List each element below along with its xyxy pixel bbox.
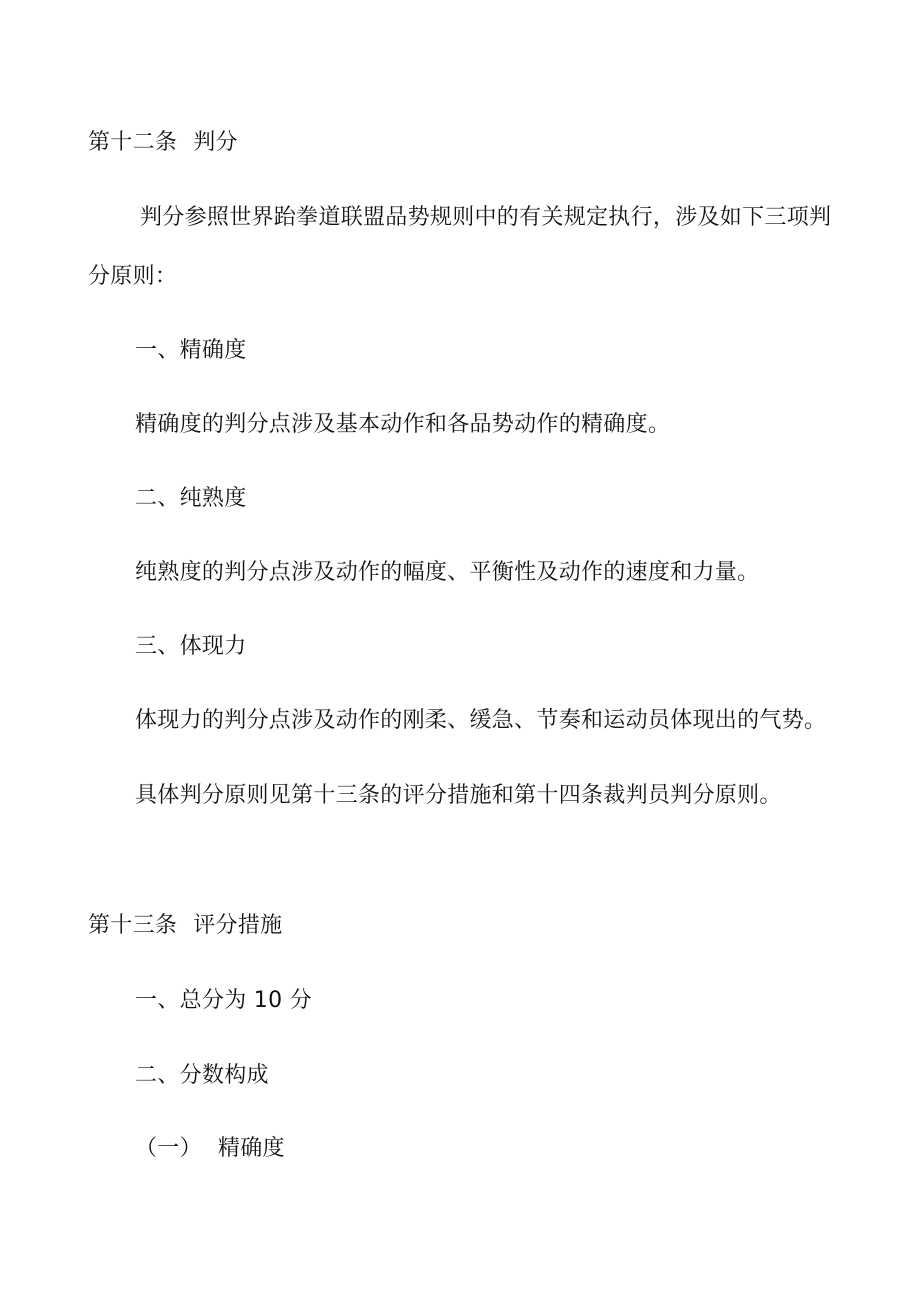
item-1-body: 精确度的判分点涉及基本动作和各品势动作的精确度。 — [135, 412, 671, 437]
article-13-title: 评分措施 — [193, 913, 283, 938]
article-12-heading — [88, 128, 238, 158]
article-12-intro-line1: 判分参照世界跆拳道联盟品势规则中的有关规定执行，涉及如下三项判 — [140, 205, 832, 230]
article-13-number: 第十三条 — [88, 913, 178, 938]
item-1-heading: 一、精确度 — [135, 338, 247, 363]
article-12-title: 判分 — [193, 130, 238, 155]
article-13-subitem-1 — [135, 1134, 285, 1164]
article-13-item-1: 一、总分为 10 分 — [135, 988, 312, 1013]
article-13-heading — [88, 911, 282, 941]
subitem-1-marker: （一） — [135, 1136, 202, 1161]
article-12-number: 第十二条 — [88, 130, 178, 155]
item-3-body: 体现力的判分点涉及动作的刚柔、缓急、节奏和运动员体现出的气势。 — [135, 708, 827, 733]
article-12-intro-line2: 分原则： — [88, 264, 178, 289]
item-3-heading: 三、体现力 — [135, 634, 247, 659]
item-2-heading: 二、纯熟度 — [135, 486, 247, 511]
article-12-closing: 具体判分原则见第十三条的评分措施和第十四条裁判员判分原则。 — [135, 783, 782, 808]
item-2-body: 纯熟度的判分点涉及动作的幅度、平衡性及动作的速度和力量。 — [135, 560, 760, 585]
subitem-1-label: 精确度 — [217, 1136, 285, 1161]
article-13-item-2: 二、分数构成 — [135, 1063, 269, 1088]
